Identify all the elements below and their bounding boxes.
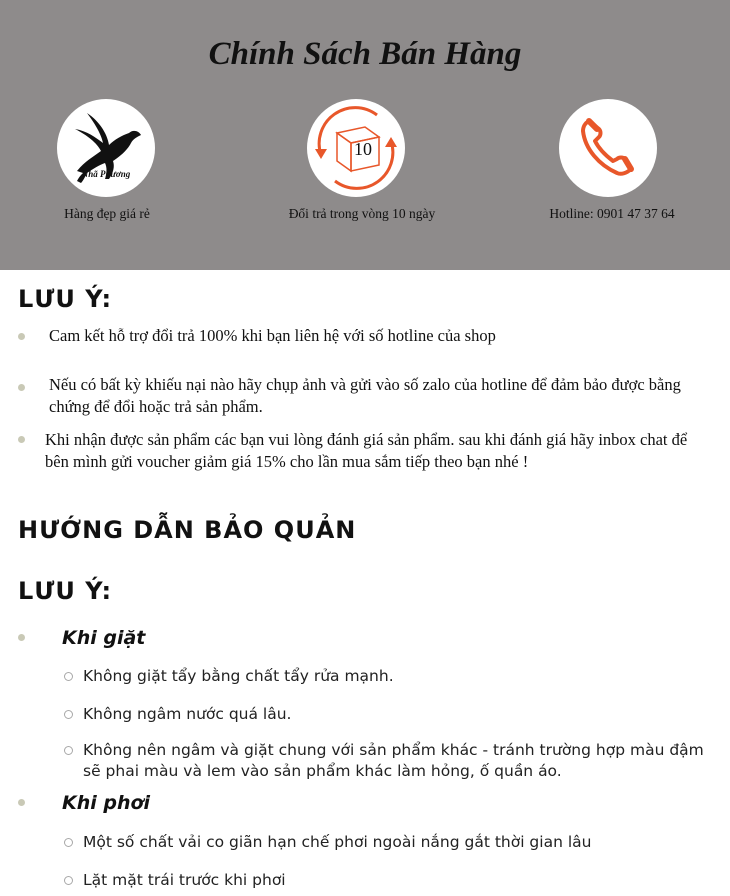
badge-caption-quality: Hàng đẹp giá rẻ	[64, 206, 150, 221]
note-item: Khi nhận được sản phẩm các bạn vui lòng đánh giá sản phẩm. sau khi đánh giá hãy inbox chat để bên mình gửi voucher giảm giá 15% cho lần mua sắm tiếp theo bạn nhé !	[45, 430, 688, 471]
return-days-number: 10	[354, 139, 372, 159]
bullet-dot	[18, 333, 25, 340]
return-box-icon	[307, 99, 405, 197]
care-heading: HƯỚNG DẪN BẢO QUẢN	[18, 516, 357, 544]
sub-bullet-ring	[64, 710, 73, 719]
washing-item: Không ngâm nước quá lâu.	[83, 705, 292, 723]
bullet-dot	[18, 436, 25, 443]
pegasus-logo-icon	[57, 99, 155, 197]
bullet-dot	[18, 384, 25, 391]
drying-title: Khi phơi	[62, 792, 151, 814]
drying-item: Lặt mặt trái trước khi phơi	[83, 871, 286, 889]
badge-caption-return: Đổi trả trong vòng 10 ngày	[288, 206, 436, 221]
section-bullet-dot	[18, 634, 25, 641]
washing-item: Không giặt tẩy bằng chất tẩy rửa mạnh.	[83, 667, 394, 685]
washing-item: Không nên ngâm và giặt chung với sản phẩm khác - tránh trường hợp màu đậm sẽ phai màu và lem vào sản phẩm khác làm hỏng, ố quần áo.	[83, 741, 704, 780]
note-item: Nếu có bất kỳ khiếu nại nào hãy chụp ảnh và gửi vào số zalo của hotline để đảm bảo được bằng chứng để đổi hoặc trả sản phẩm.	[49, 375, 681, 416]
drying-item: Một số chất vải co giãn hạn chế phơi ngoài nắng gắt thời gian lâu	[83, 833, 592, 851]
washing-title: Khi giặt	[62, 627, 146, 649]
sub-bullet-ring	[64, 838, 73, 847]
note-item: Cam kết hỗ trợ đổi trả 100% khi bạn liên hệ với số hotline của shop	[49, 326, 496, 345]
brand-logo-text: Nhã Phương	[81, 169, 131, 179]
sub-bullet-ring	[64, 876, 73, 885]
care-note-heading: LƯU Ý:	[18, 577, 113, 605]
badge-caption-hotline: Hotline: 0901 47 37 64	[549, 206, 675, 221]
banner-title: Chính Sách Bán Hàng	[208, 36, 522, 72]
brand-badge	[57, 99, 155, 197]
hotline-badge	[559, 99, 657, 197]
sub-bullet-ring	[64, 746, 73, 755]
sub-bullet-ring	[64, 672, 73, 681]
phone-icon	[559, 99, 657, 197]
notes-heading: LƯU Ý:	[18, 285, 113, 313]
section-bullet-dot	[18, 799, 25, 806]
policy-banner	[0, 0, 730, 270]
return-badge	[307, 99, 405, 197]
